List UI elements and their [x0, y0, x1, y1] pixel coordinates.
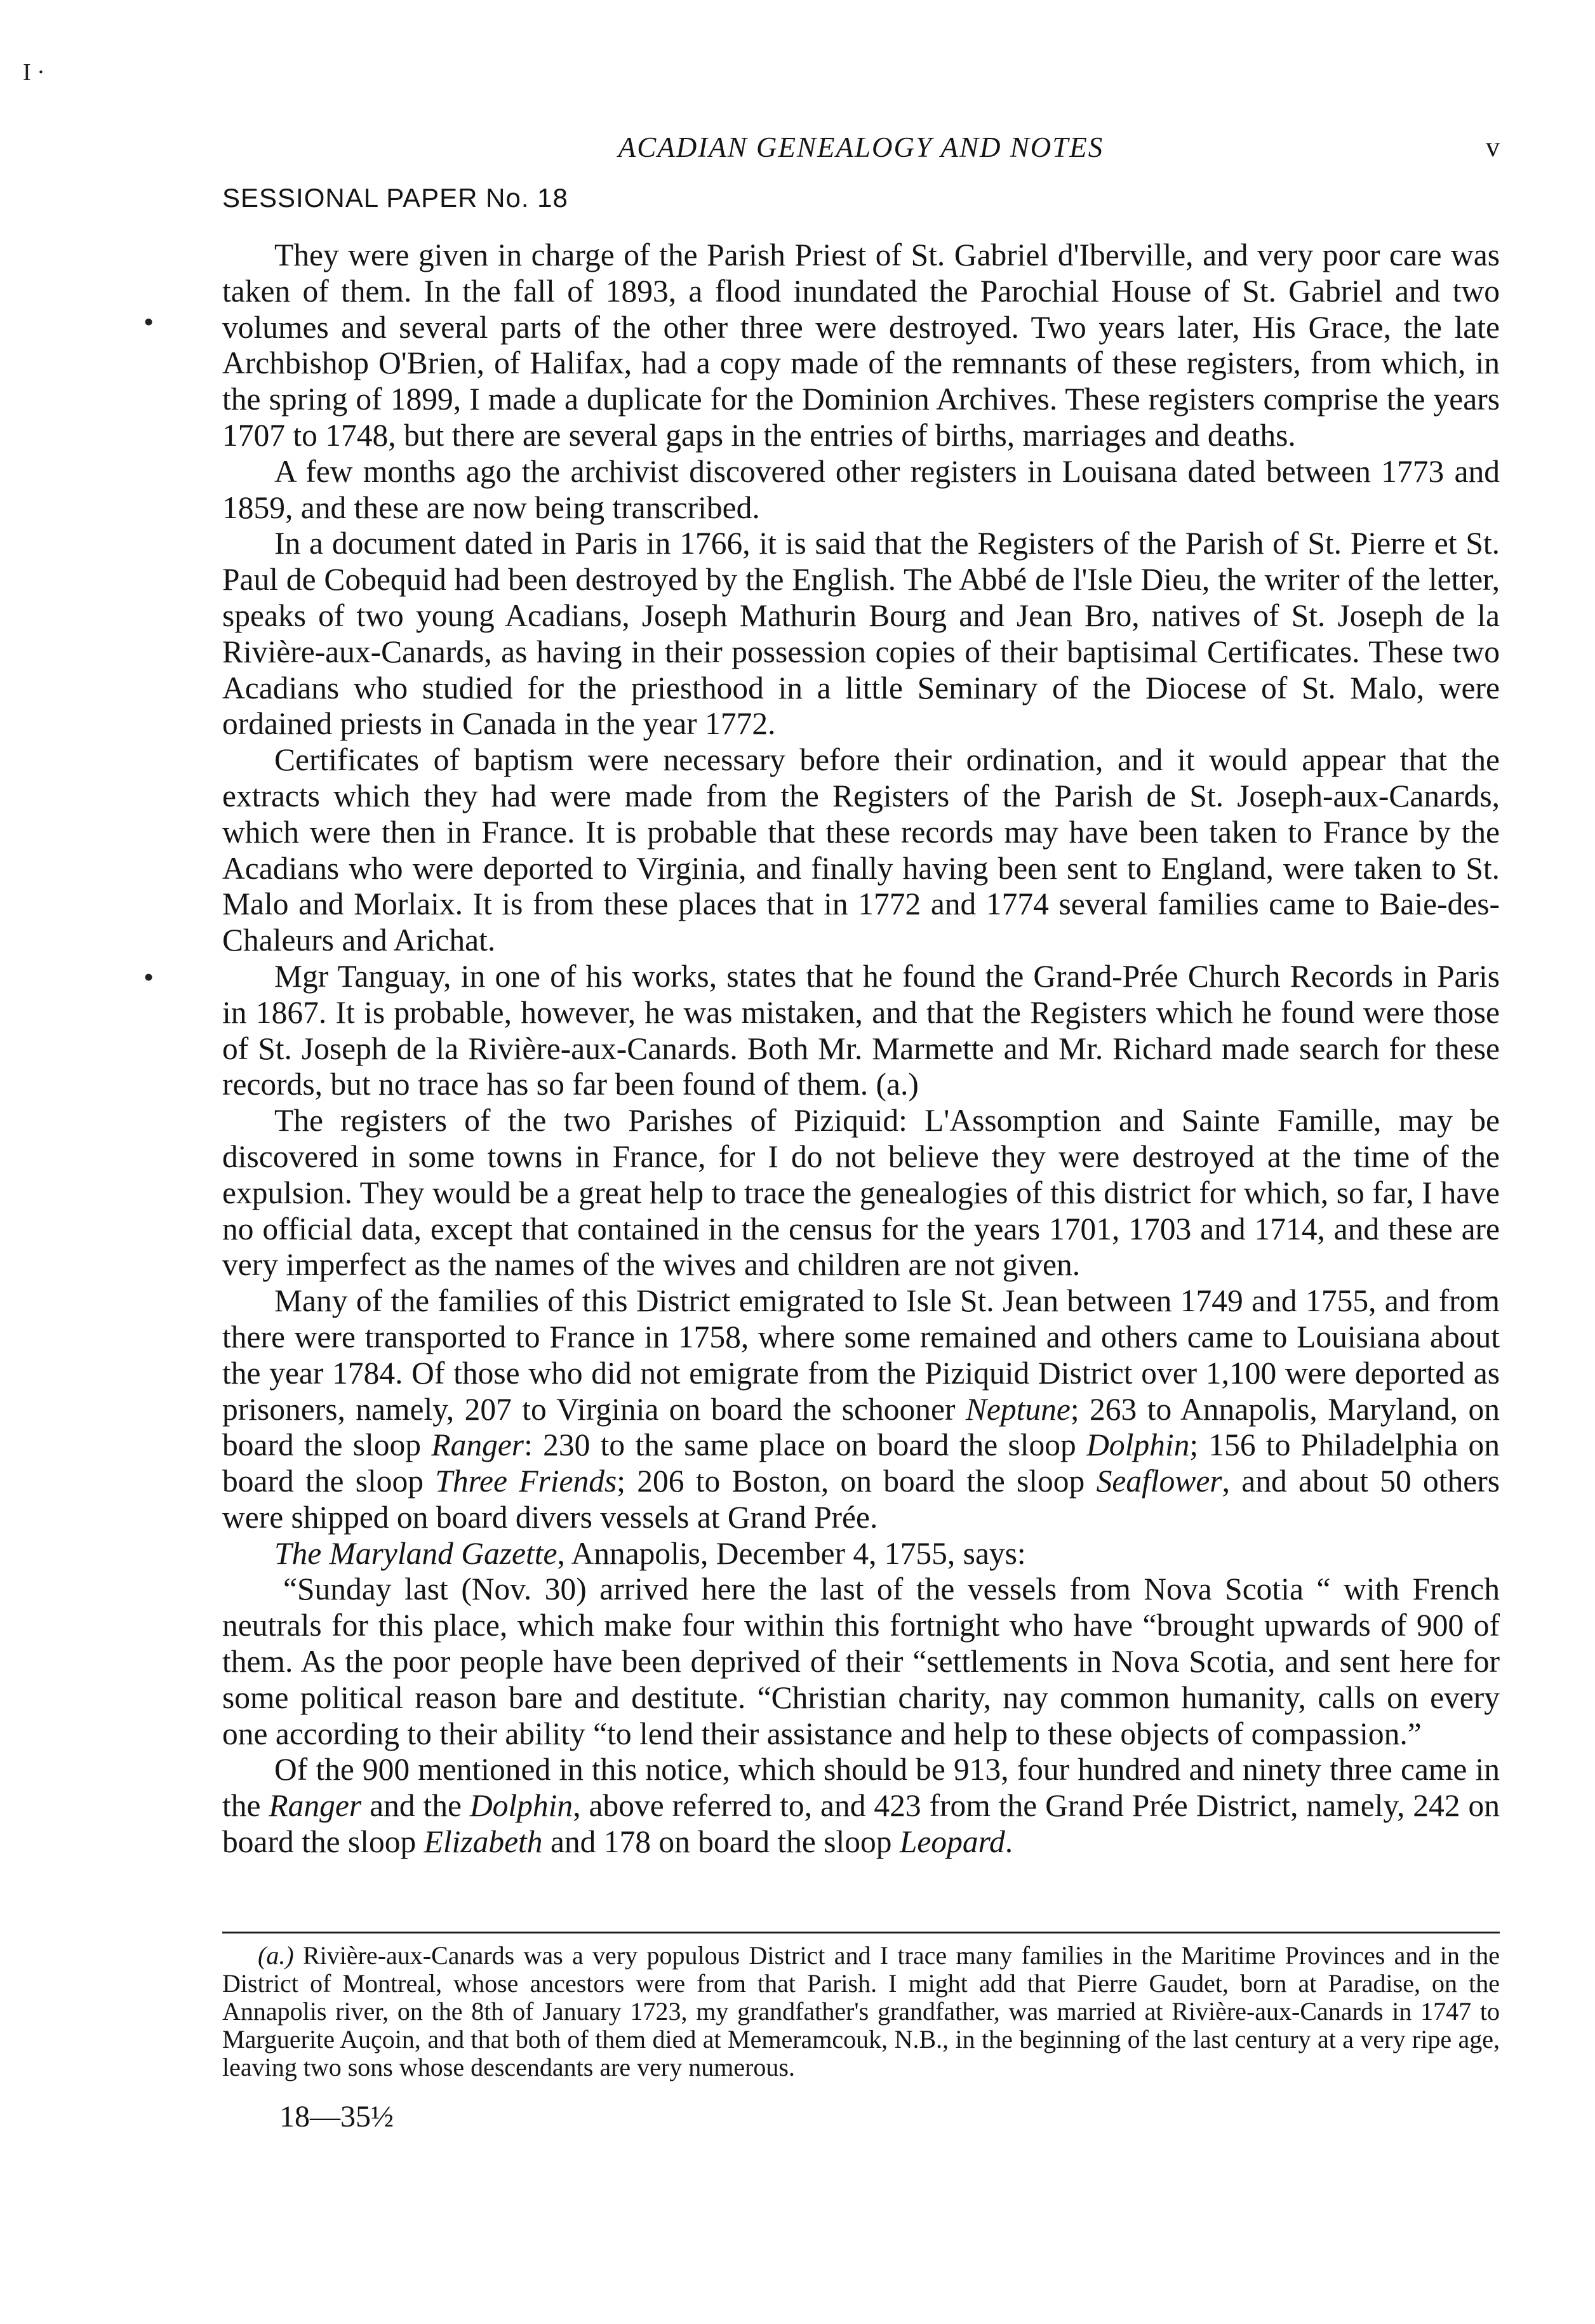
footnote-divider [222, 1932, 1500, 1933]
footnote-text: Rivière-aux-Canards was a very populous District and I trace many families in the Maritime Provinces and in the District of Montreal, whose ancestors were from that Parish. I might add that Pierre Gaudet, born at Paradise, on the Annapolis river, on the 8th of January 1723, my grandfather's grandfather, was married at Rivière-aux-Canards in 1747 to Marguerite Auçoin, and that both of them died at Memeramcouk, N.B., in the beginning of the last century at a very ripe age, leaving two sons whose descendants are very numerous. [222, 1941, 1500, 2081]
paragraph: Mgr Tanguay, in one of his works, states that he found the Grand-Prée Church Records in Paris in 1867. It is probable, however, he was mistaken, and that the Registers which he found were those of St. Joseph de la Rivière-aux-Canards. Both Mr. Marmette and Mr. Richard made search for these records, but no trace has so far been found of them. (a.) [222, 958, 1500, 1102]
running-title: ACADIAN GENEALOGY AND NOTES [618, 131, 1104, 163]
margin-bullet: • [143, 305, 154, 338]
body-text [222, 237, 1500, 1860]
ship-name: Neptune [965, 1391, 1071, 1427]
footnote [222, 1942, 1500, 2081]
text-run: ; 206 to Boston, on board the sloop [617, 1464, 1097, 1499]
text-run: , Annapolis, December 4, 1755, says: [557, 1535, 1026, 1571]
ship-name: Seaflower [1096, 1464, 1222, 1499]
page-number: v [1486, 131, 1500, 163]
printer-signature: 18—35½ [279, 2100, 394, 2134]
quotation: “Sunday last (Nov. 30) arrived here the last of the vessels from Nova Scotia “ with French neutrals for this place, which make four within this fortnight who have “brought upwards of 900 of them. As the poor people have been deprived of their “settlements in Nova Scotia, and sent here for some political reason bare and destitute. “Christian charity, nay common humanity, calls on every one according to their ability “to lend their assistance and help to these objects of compassion.” [222, 1572, 1500, 1751]
ship-name: Dolphin [469, 1788, 573, 1824]
text-run: and 178 on board the sloop [542, 1824, 900, 1860]
paragraph: The registers of the two Parishes of Piziquid: L'Assomption and Sainte Famille, may be discovered in some towns in France, for I do not believe they were destroyed at the time of the expulsion. They would be a great help to trace the genealogies of this district for which, so far, I have no official data, except that contained in the census for the years 1701, 1703 and 1714, and these are very imperfect as the names of the wives and children are not given. [222, 1103, 1500, 1283]
ship-name: Leopard [899, 1824, 1005, 1860]
ship-name: Three Friends [435, 1464, 617, 1499]
ship-name: Ranger [269, 1788, 362, 1824]
ship-name: Dolphin [1086, 1427, 1190, 1463]
text-run: ; 263 to Annapolis, Maryland, on board the sloop [222, 1391, 1500, 1463]
sessional-paper-label: SESSIONAL PAPER No. 18 [222, 183, 568, 213]
text-run: . [1004, 1824, 1013, 1860]
text-run: ; 156 to Philadelphia on board the sloop [222, 1427, 1500, 1499]
page-header [222, 131, 1500, 169]
paragraph: A few months ago the archivist discovered other registers in Louisana dated between 1773 and 1859, and these are now being transcribed. [222, 453, 1500, 525]
paragraph-gazette [222, 1536, 1500, 1572]
footnote-marker: (a.) [258, 1941, 294, 1970]
ship-name: Ranger [431, 1427, 524, 1463]
text-run: , and about 50 others were shipped on board divers vessels at Grand Prée. [222, 1464, 1500, 1535]
paragraph: Certificates of baptism were necessary before their ordination, and it would appear that the extracts which they had were made from the Registers of the Parish de St. Joseph-aux-Canards, which were then in France. It is probable that these records may have been taken to France by the Acadians who were deported to Virginia, and finally having been sent to England, were taken to St. Malo and Morlaix. It is from these places that in 1772 and 1774 several families came to Baie-des-Chaleurs and Arichat. [222, 742, 1500, 958]
text-run: Of the 900 mentioned in this notice, which should be 913, four hundred and ninety three came in the [222, 1752, 1500, 1824]
text-run: and the [361, 1788, 470, 1824]
text-run: , above referred to, and 423 from the Grand Prée District, namely, 242 on board the sloop [222, 1788, 1500, 1860]
edge-mark: I · [23, 59, 45, 86]
ship-name: Elizabeth [424, 1824, 543, 1860]
margin-bullet: • [143, 961, 154, 993]
text-run: : 230 to the same place on board the sloop [524, 1427, 1087, 1463]
publication-name: The Maryland Gazette [274, 1535, 557, 1571]
text-run: Many of the families of this District emigrated to Isle St. Jean between 1749 and 1755, and from there were transported to France in 1758, where some remained and others came to Louisiana about the year 1784. Of those who did not emigrate from the Piziquid District over 1,100 were deported as prisoners, namely, 207 to Virginia on board the schooner [222, 1283, 1500, 1427]
paragraph-closing [222, 1752, 1500, 1860]
paragraph: They were given in charge of the Parish Priest of St. Gabriel d'Iberville, and very poor care was taken of them. In the fall of 1893, a flood inundated the Parochial House of St. Gabriel and two volumes and several parts of the other three were destroyed. Two years later, His Grace, the late Archbishop O'Brien, of Halifax, had a copy made of the remnants of these registers, from which, in the spring of 1899, I made a duplicate for the Dominion Archives. These registers comprise the years 1707 to 1748, but there are several gaps in the entries of births, marriages and deaths. [222, 237, 1500, 453]
paragraph-deportations [222, 1283, 1500, 1536]
paragraph: In a document dated in Paris in 1766, it is said that the Registers of the Parish of St. Pierre et St. Paul de Cobequid had been destroyed by the English. The Abbé de l'Isle Dieu, the writer of the letter, speaks of two young Acadians, Joseph Mathurin Bourg and Jean Bro, natives of St. Joseph de la Rivière-aux-Canards, as having in their possession copies of their baptisimal Certificates. These two Acadians who studied for the priesthood in a little Seminary of the Diocese of St. Malo, were ordained priests in Canada in the year 1772. [222, 526, 1500, 742]
